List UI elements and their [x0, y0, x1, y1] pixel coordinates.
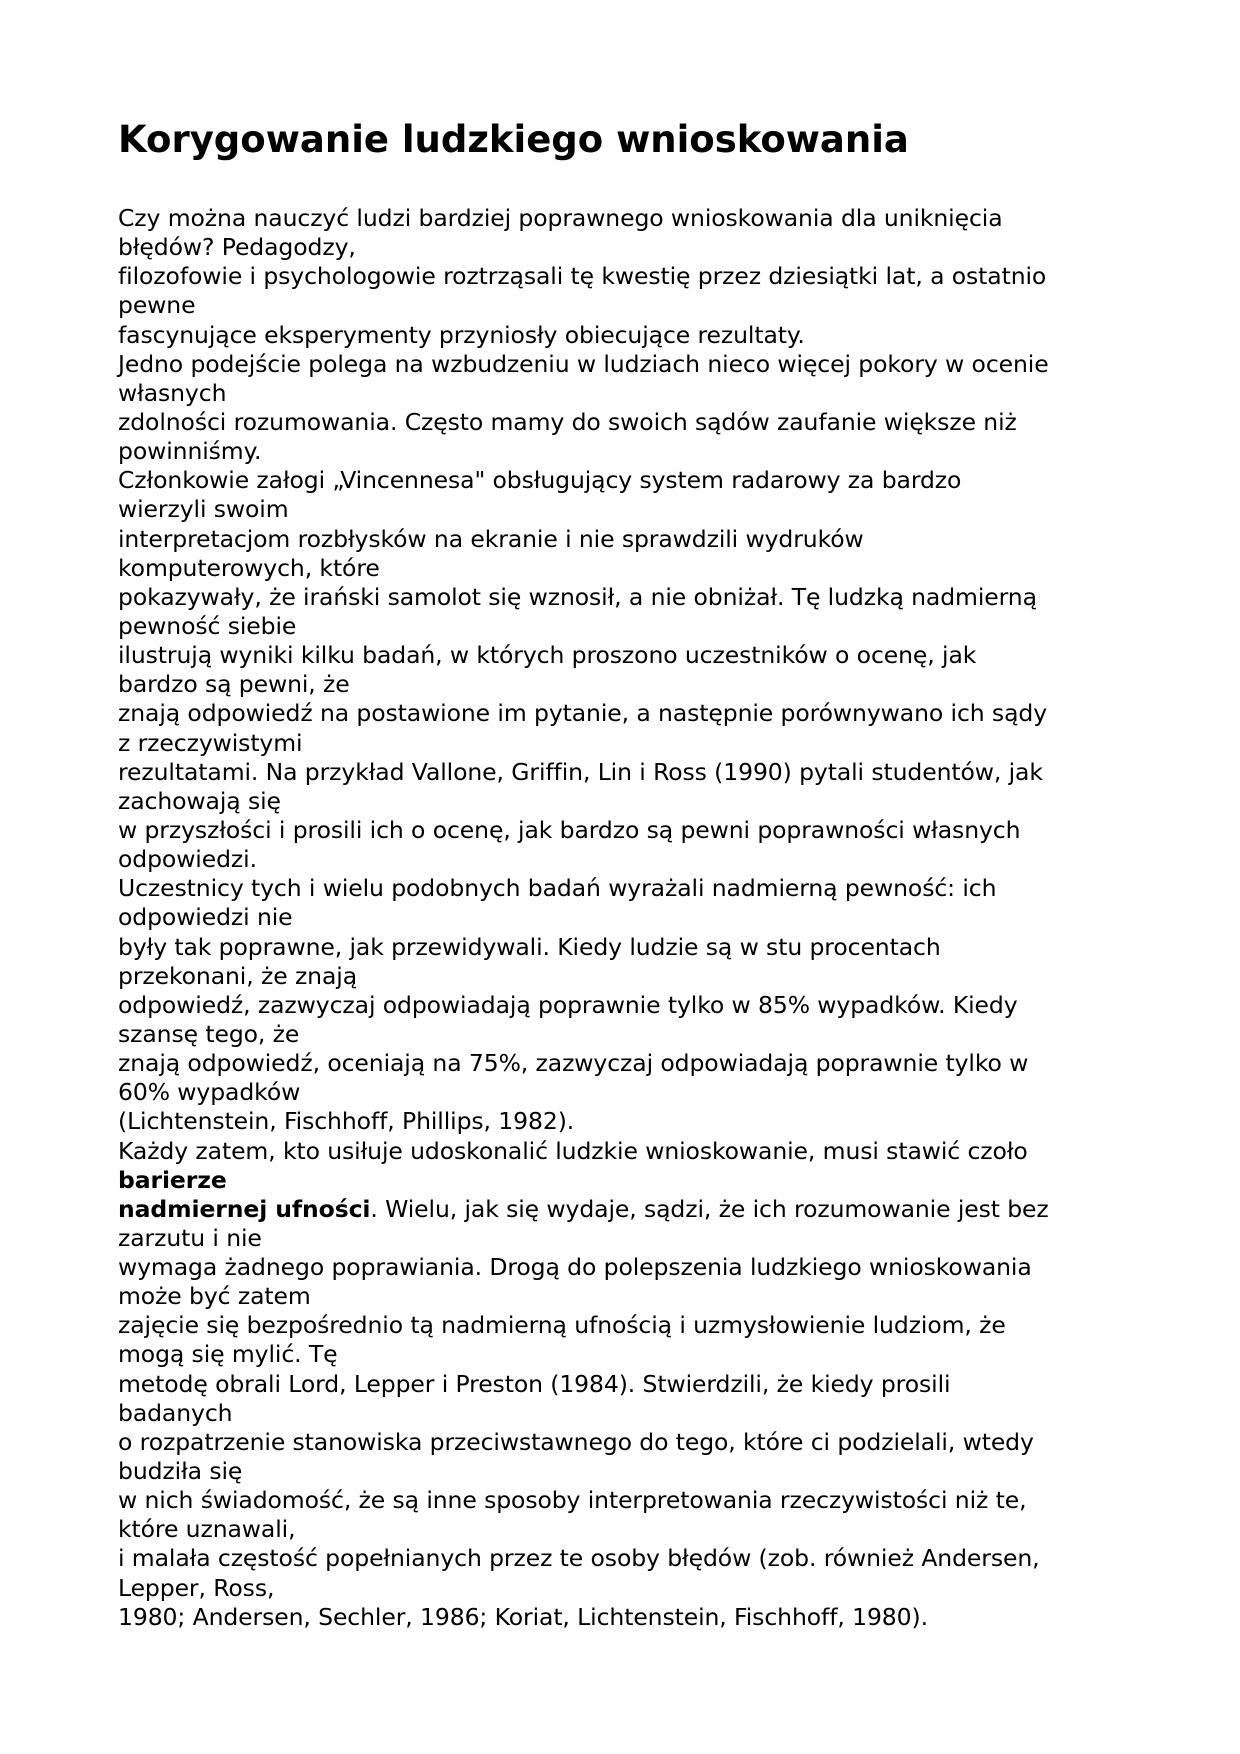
text-run: Każdy zatem, kto usiłuje udoskonalić ludzkie wnioskowanie, musi stawić czoło	[118, 1136, 1028, 1165]
text-run: ilustrują wyniki kilku badań, w których proszono uczestników o ocenę, jak	[118, 641, 977, 670]
text-line	[118, 291, 1128, 320]
text-line	[118, 1195, 1128, 1224]
text-run: . Wielu, jak się wydaje, sądzi, że ich rozumowanie jest bez	[370, 1194, 1049, 1223]
text-run: 1980; Andersen, Sechler, 1986; Koriat, Lichtenstein, Fischhoff, 1980).	[118, 1602, 928, 1631]
text-run: fascynujące eksperymenty przyniosły obiecujące rezultaty.	[118, 320, 805, 349]
text-line	[118, 495, 1128, 524]
text-line	[118, 991, 1128, 1020]
text-line	[118, 1486, 1128, 1515]
text-line	[118, 1428, 1128, 1457]
text-run: interpretacjom rozbłysków na ekranie i nie sprawdzili wydruków	[118, 524, 864, 553]
page-title: Korygowanie ludzkiego wnioskowania	[118, 118, 909, 161]
text-line	[118, 1282, 1128, 1311]
text-line	[118, 204, 1128, 233]
text-run: błędów? Pedagodzy,	[118, 233, 356, 262]
bold-phrase: nadmiernej ufności	[118, 1194, 371, 1223]
body-text	[118, 204, 1128, 1632]
text-run: zachowają się	[118, 786, 281, 815]
text-line	[118, 1340, 1128, 1369]
text-line	[118, 729, 1128, 758]
text-run: przekonani, że znają	[118, 961, 358, 990]
text-run: pewność siebie	[118, 611, 297, 640]
text-run: Czy można nauczyć ludzi bardziej poprawnego wnioskowania dla uniknięcia	[118, 204, 1003, 232]
text-run: własnych	[118, 378, 227, 407]
text-line	[118, 845, 1128, 874]
text-run: odpowiedzi nie	[118, 903, 293, 932]
text-run: zarzutu i nie	[118, 1223, 262, 1252]
text-run: zdolności rozumowania. Często mamy do swoich sądów zaufanie większe niż	[118, 407, 1017, 436]
text-line	[118, 787, 1128, 816]
text-line	[118, 350, 1128, 379]
text-line	[118, 933, 1128, 962]
text-line	[118, 408, 1128, 437]
text-run: w przyszłości i prosili ich o ocenę, jak bardzo są pewni poprawności własnych	[118, 815, 1021, 844]
text-run: badanych	[118, 1398, 233, 1427]
text-run: szansę tego, że	[118, 1019, 300, 1048]
text-run: odpowiedzi.	[118, 845, 257, 874]
text-run: budziła się	[118, 1457, 243, 1486]
text-line	[118, 962, 1128, 991]
text-run: (Lichtenstein, Fischhoff, Phillips, 1982).	[118, 1107, 575, 1136]
text-line	[118, 1137, 1128, 1166]
text-line	[118, 1544, 1128, 1573]
text-run: wymaga żadnego poprawiania. Drogą do polepszenia ludzkiego wnioskowania	[118, 1253, 1032, 1282]
text-run: zajęcie się bezpośrednio tą nadmierną ufnością i uzmysłowienie ludziom, że	[118, 1311, 1006, 1340]
text-line	[118, 1253, 1128, 1282]
text-line	[118, 1224, 1128, 1253]
text-run: Lepper, Ross,	[118, 1573, 275, 1602]
text-line	[118, 1399, 1128, 1428]
text-run: rezultatami. Na przykład Vallone, Griffin, Lin i Ross (1990) pytali studentów, jak	[118, 757, 1043, 786]
text-line	[118, 1166, 1128, 1195]
text-run: Członkowie załogi „Vincennesa" obsługujący system radarowy za bardzo	[118, 466, 962, 495]
text-line	[118, 466, 1128, 495]
text-line	[118, 612, 1128, 641]
text-line	[118, 321, 1128, 350]
text-run: wierzyli swoim	[118, 495, 289, 524]
text-run: znają odpowiedź, oceniają na 75%, zazwyczaj odpowiadają poprawnie tylko w	[118, 1049, 1029, 1078]
text-run: bardzo są pewni, że	[118, 670, 350, 699]
text-line	[118, 1574, 1128, 1603]
text-line	[118, 699, 1128, 728]
text-run: może być zatem	[118, 1282, 311, 1311]
text-line	[118, 1049, 1128, 1078]
text-line	[118, 1603, 1128, 1632]
text-run: w nich świadomość, że są inne sposoby interpretowania rzeczywistości niż te,	[118, 1486, 1027, 1515]
text-run: były tak poprawne, jak przewidywali. Kiedy ludzie są w stu procentach	[118, 932, 941, 961]
text-line	[118, 1370, 1128, 1399]
text-line	[118, 262, 1128, 291]
text-line	[118, 379, 1128, 408]
text-line	[118, 758, 1128, 787]
text-run: znają odpowiedź na postawione im pytanie, a następnie porównywano ich sądy	[118, 699, 1047, 728]
text-run: 60% wypadków	[118, 1078, 301, 1107]
text-line	[118, 1515, 1128, 1544]
text-run: mogą się mylić. Tę	[118, 1340, 338, 1369]
text-run: i malała częstość popełnianych przez te osoby błędów (zob. również Andersen,	[118, 1544, 1040, 1573]
text-run: pokazywały, że irański samolot się wznosił, a nie obniżał. Tę ludzką nadmierną	[118, 582, 1037, 611]
text-run: Jedno podejście polega na wzbudzeniu w ludziach nieco więcej pokory w ocenie	[118, 349, 1049, 378]
text-line	[118, 1457, 1128, 1486]
text-line	[118, 641, 1128, 670]
text-line	[118, 554, 1128, 583]
text-line	[118, 670, 1128, 699]
text-run: pewne	[118, 291, 196, 320]
text-run: komputerowych, które	[118, 553, 380, 582]
text-line	[118, 525, 1128, 554]
text-line	[118, 437, 1128, 466]
text-run: powinniśmy.	[118, 437, 262, 466]
text-run: które uznawali,	[118, 1515, 296, 1544]
text-line	[118, 583, 1128, 612]
text-line	[118, 1020, 1128, 1049]
text-run: Uczestnicy tych i wielu podobnych badań wyrażali nadmierną pewność: ich	[118, 874, 997, 903]
text-line	[118, 233, 1128, 262]
text-line	[118, 874, 1128, 903]
text-line	[118, 816, 1128, 845]
text-run: z rzeczywistymi	[118, 728, 303, 757]
text-line	[118, 1107, 1128, 1136]
text-run: filozofowie i psychologowie roztrząsali tę kwestię przez dziesiątki lat, a ostatnio	[118, 262, 1047, 291]
text-line	[118, 1078, 1128, 1107]
text-line	[118, 903, 1128, 932]
bold-phrase: barierze	[118, 1165, 227, 1194]
text-line	[118, 1311, 1128, 1340]
text-run: odpowiedź, zazwyczaj odpowiadają poprawnie tylko w 85% wypadków. Kiedy	[118, 990, 1018, 1019]
text-run: o rozpatrzenie stanowiska przeciwstawnego do tego, które ci podzielali, wtedy	[118, 1427, 1034, 1456]
text-run: metodę obrali Lord, Lepper i Preston (1984). Stwierdzili, że kiedy prosili	[118, 1369, 951, 1398]
